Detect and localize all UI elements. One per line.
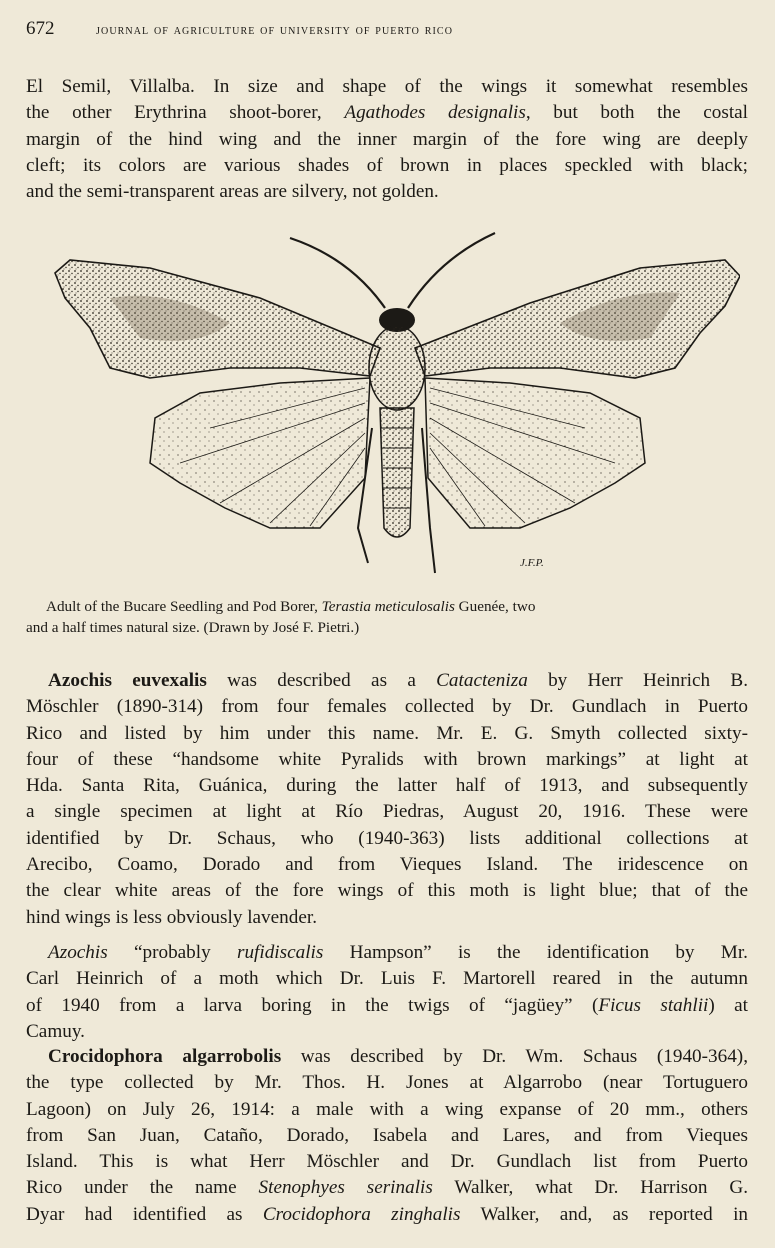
text-line: and the semi-transparent areas are silvery, not golden.: [26, 181, 439, 203]
moth-abdomen: [380, 408, 414, 537]
text-line: of 1940 from a larva boring in the twigs of “jagüey” (Ficus stahlii) at: [26, 994, 748, 1016]
text-line: Carl Heinrich of a moth which Dr. Luis F. Martorell reared in the autumn: [26, 968, 748, 990]
caption-line: and a half times natural size. (Drawn by José F. Pietri.): [26, 619, 360, 636]
species-name: Agathodes designalis: [344, 102, 526, 124]
text-line: hind wings is less obviously lavender.: [26, 906, 317, 928]
species-heading: Azochis euvexalis: [48, 670, 207, 691]
text-line: Dyar had identified as Crocidophora zinghalis Walker, and, as reported in: [26, 1203, 748, 1225]
crocidophora-paragraph: [26, 1044, 748, 1228]
text-line: the clear white areas of the fore wings of this moth is light blue; that of the: [26, 880, 748, 902]
caption-line: Adult of the Bucare Seedling and Pod Borer, Terastia meticulosalis Guenée, two: [46, 598, 536, 615]
moth-illustration: [50, 228, 740, 583]
text-line: Azochis “probably rufidiscalis Hampson” is the identification by Mr.: [48, 942, 748, 963]
intro-paragraph: [26, 74, 748, 205]
text-line: the other Erythrina shoot-borer, Agathodes designalis, but both the costal: [26, 102, 749, 124]
text-line: Lagoon) on July 26, 1914: a male with a wing expanse of 20 mm., others: [26, 1098, 748, 1120]
azochis-euvexalis-paragraph: [26, 668, 748, 931]
right-hind-wing: [425, 378, 645, 528]
text-line: margin of the hind wing and the inner margin of the fore wing are deeply: [26, 128, 748, 150]
text-line: Möschler (1890-314) from four females collected by Dr. Gundlach in Puerto: [26, 696, 748, 718]
artist-initials: J.F.P.: [520, 557, 544, 569]
text-line: a single specimen at light at Río Piedras, August 20, 1916. These were: [26, 801, 748, 823]
text-line: Azochis euvexalis was described as a Catacteniza by Herr Heinrich B.: [48, 670, 748, 691]
text-line: Rico under the name Stenophyes serinalis Walker, what Dr. Harrison G.: [26, 1177, 748, 1199]
left-hind-wing: [150, 378, 370, 528]
text-line: four of these “handsome white Pyralids with brown markings” at light at: [26, 748, 748, 770]
text-line: Hda. Santa Rita, Guánica, during the latter half of 1913, and subsequently: [26, 775, 748, 797]
text-line: Island. This is what Herr Möschler and Dr. Gundlach list from Puerto: [26, 1151, 748, 1173]
text-line: Rico and listed by him under this name. Mr. E. G. Smyth collected sixty-: [26, 722, 748, 744]
page-header: [26, 18, 746, 46]
page-number: 672: [26, 18, 55, 39]
figure-caption: [26, 596, 748, 638]
text-line: Camuy.: [26, 1020, 85, 1042]
text-line: Crocidophora algarrobolis was described by Dr. Wm. Schaus (1940-364),: [48, 1046, 748, 1067]
text-line: El Semil, Villalba. In size and shape of the wings it somewhat resembles: [26, 76, 748, 97]
text-line: identified by Dr. Schaus, who (1940-363) lists additional collections at: [26, 827, 748, 849]
azochis-probably-paragraph: [26, 940, 748, 1045]
species-heading: Crocidophora algarrobolis: [48, 1046, 282, 1067]
text-line: from San Juan, Cataño, Dorado, Isabela and Lares, and from Vieques: [26, 1124, 748, 1146]
right-antenna: [408, 233, 495, 308]
text-line: Arecibo, Coamo, Dorado and from Vieques Island. The iridescence on: [26, 854, 748, 876]
text-line: cleft; its colors are various shades of brown in places speckled with black;: [26, 154, 748, 176]
text-line: the type collected by Mr. Thos. H. Jones at Algarrobo (near Tortuguero: [26, 1072, 748, 1094]
moth-thorax: [369, 326, 425, 410]
journal-title: journal of agriculture of university of puerto rico: [96, 22, 454, 38]
left-antenna: [290, 238, 385, 308]
